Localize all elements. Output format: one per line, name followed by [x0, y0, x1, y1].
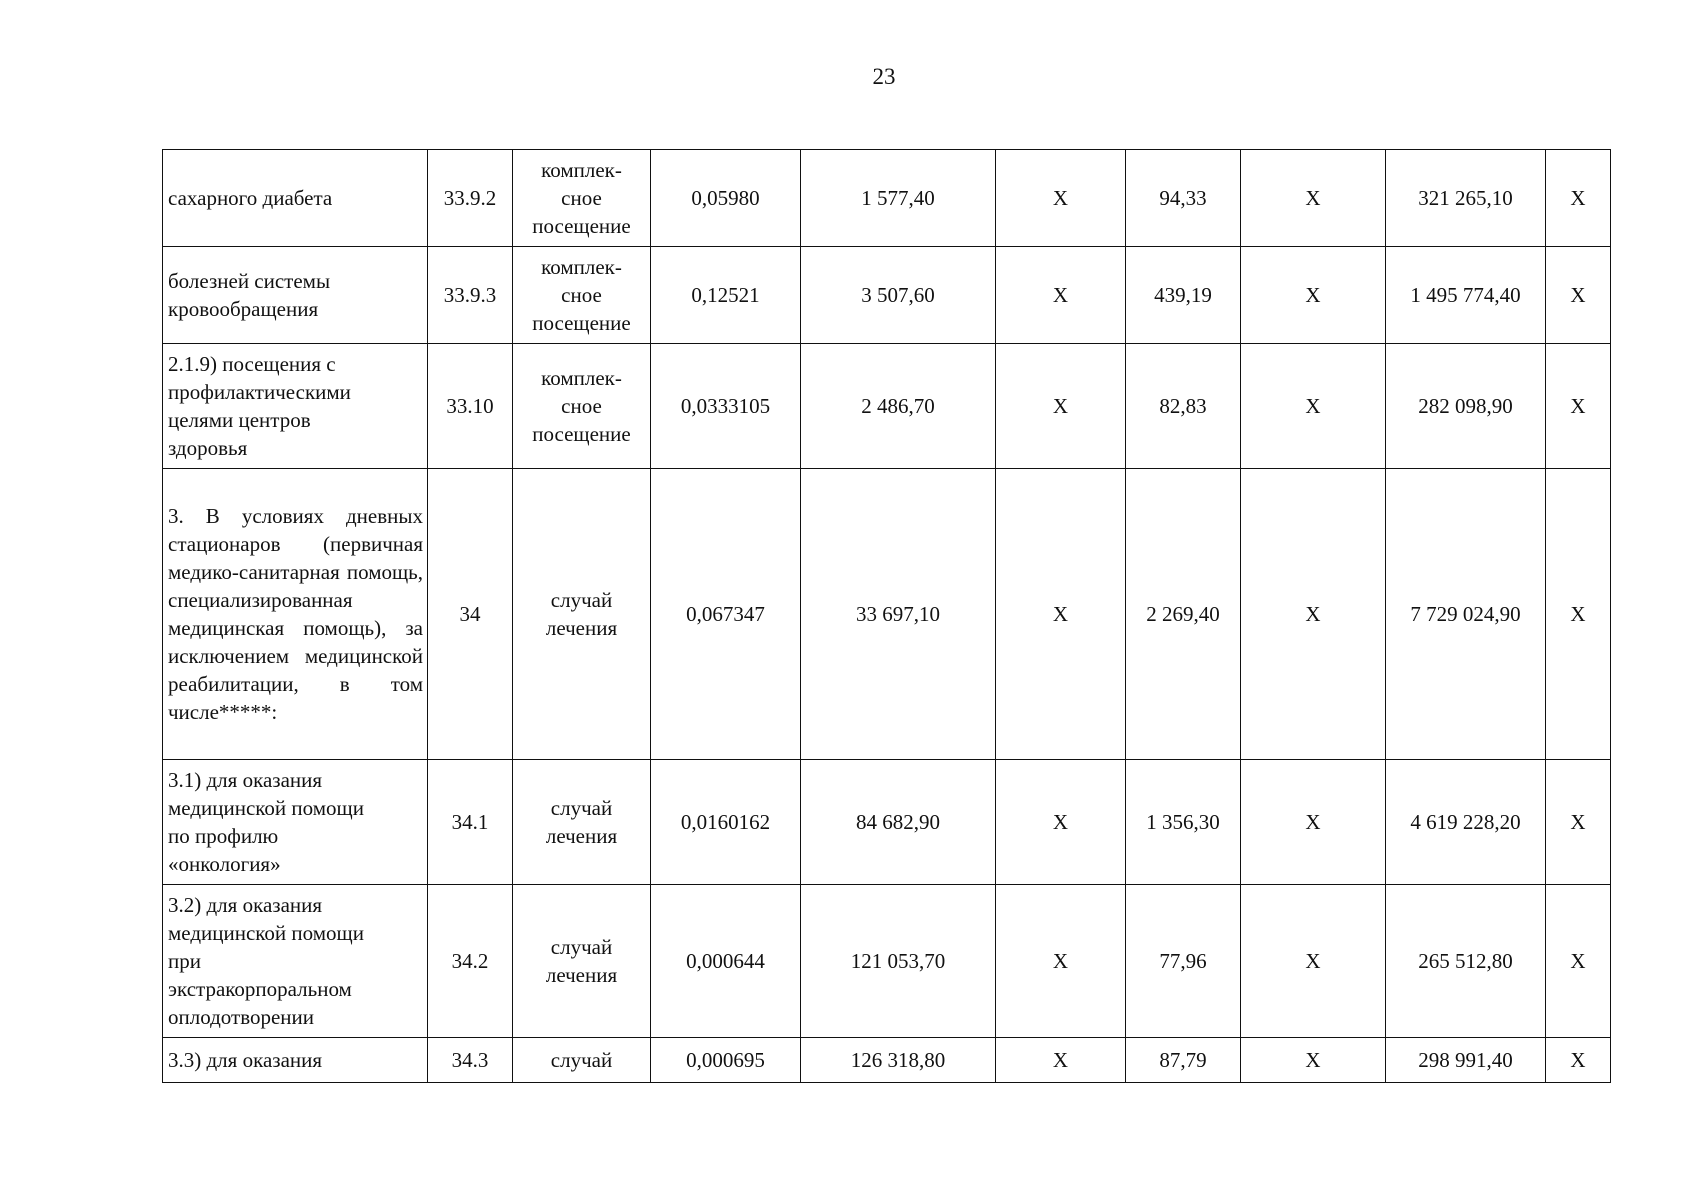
row-cost: 3 507,60: [801, 247, 996, 344]
row-name: 3.1) для оказания медицинской помощи по профилю «онкология»: [163, 760, 428, 885]
table-row: [163, 247, 1611, 344]
row-x3: X: [1546, 150, 1611, 247]
row-x1: X: [996, 469, 1126, 760]
row-unit: комплек- сное посещение: [513, 150, 651, 247]
row-per-capita: 1 356,30: [1126, 760, 1241, 885]
row-unit: комплек- сное посещение: [513, 247, 651, 344]
table-row: [163, 1038, 1611, 1083]
row-total: 4 619 228,20: [1386, 760, 1546, 885]
row-x3: X: [1546, 344, 1611, 469]
row-name: 3.2) для оказания медицинской помощи при экстракорпоральном оплодотворении: [163, 885, 428, 1038]
row-x2: X: [1241, 1038, 1386, 1083]
row-total: 1 495 774,40: [1386, 247, 1546, 344]
row-x1: X: [996, 247, 1126, 344]
table-row: [163, 760, 1611, 885]
page-number: 23: [872, 64, 896, 89]
row-x3: X: [1546, 247, 1611, 344]
row-total: 7 729 024,90: [1386, 469, 1546, 760]
row-unit: случай лечения: [513, 760, 651, 885]
row-code: 34.1: [428, 760, 513, 885]
row-code: 33.9.2: [428, 150, 513, 247]
row-x2: X: [1241, 344, 1386, 469]
row-total: 298 991,40: [1386, 1038, 1546, 1083]
row-x2: X: [1241, 247, 1386, 344]
row-name: 3. В условиях дневных стационаров (первичная медико-санитарная помощь, специализированная медицинская помощь), за исключением медицинской реабилитации, в том числе*****:: [163, 469, 428, 760]
row-unit: случай лечения: [513, 469, 651, 760]
row-x3: X: [1546, 760, 1611, 885]
row-name: сахарного диабета: [163, 150, 428, 247]
row-x2: X: [1241, 885, 1386, 1038]
row-per-capita: 87,79: [1126, 1038, 1241, 1083]
row-x1: X: [996, 885, 1126, 1038]
row-cost: 84 682,90: [801, 760, 996, 885]
row-x3: X: [1546, 469, 1611, 760]
row-per-capita: 94,33: [1126, 150, 1241, 247]
row-x3: X: [1546, 1038, 1611, 1083]
table-row: [163, 150, 1611, 247]
row-cost: 2 486,70: [801, 344, 996, 469]
row-x1: X: [996, 1038, 1126, 1083]
row-norm: 0,12521: [651, 247, 801, 344]
row-cost: 121 053,70: [801, 885, 996, 1038]
row-total: 282 098,90: [1386, 344, 1546, 469]
standards-table: [162, 149, 1611, 1083]
row-norm: 0,067347: [651, 469, 801, 760]
row-code: 34.3: [428, 1038, 513, 1083]
row-x1: X: [996, 344, 1126, 469]
row-name: 2.1.9) посещения с профилактическими целями центров здоровья: [163, 344, 428, 469]
row-norm: 0,05980: [651, 150, 801, 247]
row-unit: случай лечения: [513, 885, 651, 1038]
row-code: 34.2: [428, 885, 513, 1038]
row-per-capita: 439,19: [1126, 247, 1241, 344]
table-row: [163, 469, 1611, 760]
table-body: [163, 150, 1611, 1083]
row-code: 33.9.3: [428, 247, 513, 344]
row-unit: комплек- сное посещение: [513, 344, 651, 469]
row-name: 3.3) для оказания: [163, 1038, 428, 1083]
row-total: 321 265,10: [1386, 150, 1546, 247]
row-cost: 126 318,80: [801, 1038, 996, 1083]
row-norm: 0,0333105: [651, 344, 801, 469]
row-cost: 33 697,10: [801, 469, 996, 760]
row-total: 265 512,80: [1386, 885, 1546, 1038]
row-x1: X: [996, 760, 1126, 885]
table-row: [163, 344, 1611, 469]
row-code: 34: [428, 469, 513, 760]
row-x2: X: [1241, 469, 1386, 760]
row-code: 33.10: [428, 344, 513, 469]
row-x3: X: [1546, 885, 1611, 1038]
row-name: болезней системы кровообращения: [163, 247, 428, 344]
row-x2: X: [1241, 150, 1386, 247]
table-row: [163, 885, 1611, 1038]
row-per-capita: 77,96: [1126, 885, 1241, 1038]
row-x1: X: [996, 150, 1126, 247]
row-norm: 0,0160162: [651, 760, 801, 885]
row-per-capita: 2 269,40: [1126, 469, 1241, 760]
row-norm: 0,000695: [651, 1038, 801, 1083]
row-cost: 1 577,40: [801, 150, 996, 247]
row-per-capita: 82,83: [1126, 344, 1241, 469]
row-norm: 0,000644: [651, 885, 801, 1038]
row-unit: случай: [513, 1038, 651, 1083]
row-x2: X: [1241, 760, 1386, 885]
